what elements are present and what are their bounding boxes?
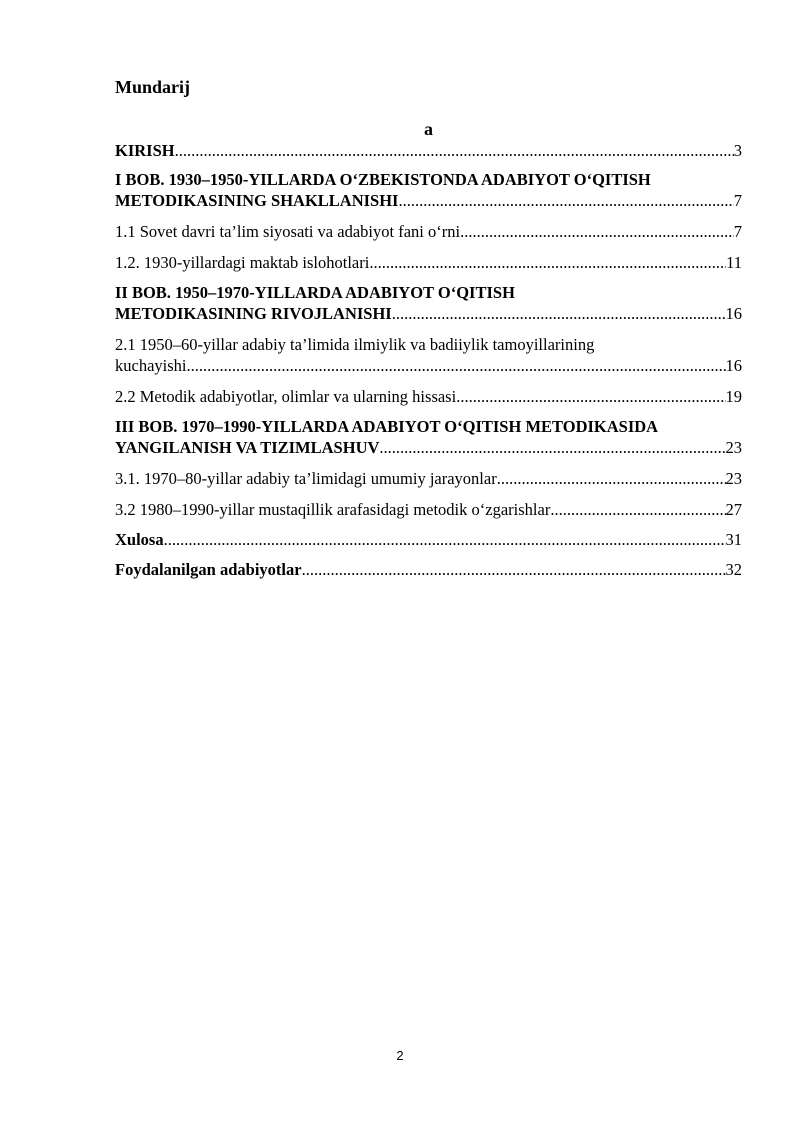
dot-leader [187,355,726,376]
toc-heading: Mundarij [115,77,191,97]
toc-entry-page: 23 [725,438,742,457]
toc-entry-page: 16 [725,304,742,323]
dot-leader [175,140,734,161]
toc-entry-references[interactable] [115,559,742,580]
toc-entry-title-line1: I BOB. 1930–1950-YILLARDA O‘ZBEKISTONDA ADABIYOT O‘QITISH [115,170,651,189]
dot-leader [379,437,725,458]
toc-entry-title: KIRISH [115,141,175,160]
toc-entry-title: METODIKASINING SHAKLLANISHI [115,191,399,210]
toc-entry-section-3-1[interactable] [115,468,742,489]
dot-leader [392,303,726,324]
toc-entry-title-line1: III BOB. 1970–1990-YILLARDA ADABIYOT O‘QITISH METODIKASIDA [115,417,659,436]
toc-entry-chapter-1[interactable] [115,169,742,211]
dot-leader [456,386,725,407]
dot-leader [550,499,725,520]
toc-entry-section-1-1[interactable] [115,221,742,242]
toc-entry-section-2-2[interactable] [115,386,742,407]
dot-leader [460,221,734,242]
toc-entry-title: 3.2 1980–1990-yillar mustaqillik arafasidagi metodik o‘zgarishlar [115,500,551,519]
toc-entry-title: METODIKASINING RIVOJLANISHI [115,304,392,323]
toc-entry-title: Xulosa [115,530,164,549]
dot-leader [164,529,726,550]
toc-entry-chapter-3[interactable] [115,416,742,458]
toc-entry-page: 31 [725,530,742,549]
toc-entry-section-1-2[interactable] [115,252,742,273]
toc-entry-page: 7 [733,222,742,241]
toc-entry-title: 1.2. 1930-yillardagi maktab islohotlari [115,253,370,272]
table-of-contents [115,140,742,580]
dot-leader [497,468,726,489]
dot-leader [369,252,726,273]
toc-entry-section-3-2[interactable] [115,499,742,520]
dot-leader [398,190,733,211]
toc-entry-page: 23 [725,469,742,488]
toc-entry-page: 32 [725,560,742,579]
toc-entry-page: 16 [725,356,742,375]
toc-entry-title-line1: II BOB. 1950–1970-YILLARDA ADABIYOT O‘QITISH [115,283,515,302]
toc-entry-title: kuchayishi [115,356,187,375]
toc-entry-conclusion[interactable] [115,529,742,550]
toc-entry-page: 19 [725,387,742,406]
toc-entry-title: 2.2 Metodik adabiyotlar, olimlar va ularning hissasi [115,387,457,406]
toc-entry-title: 3.1. 1970–80-yillar adabiy ta’limidagi umumiy jarayonlar [115,469,497,488]
page-number: 2 [396,1048,404,1063]
toc-entry-page: 3 [733,141,742,160]
toc-entry-title: YANGILANISH VA TIZIMLASHUV [115,438,380,457]
toc-entry-kirish[interactable] [115,140,742,161]
toc-entry-title: 1.1 Sovet davri ta’lim siyosati va adabiyot fani o‘rni [115,222,461,241]
dot-leader [302,559,726,580]
toc-entry-page: 11 [726,253,742,272]
toc-entry-title-line1: 2.1 1950–60-yillar adabiy ta’limida ilmiylik va badiiylik tamoyillarining [115,335,595,354]
toc-entry-title: Foydalanilgan adabiyotlar [115,560,302,579]
toc-entry-chapter-2[interactable] [115,282,742,324]
toc-entry-page: 27 [725,500,742,519]
toc-entry-section-2-1[interactable] [115,334,742,376]
toc-entry-page: 7 [733,191,742,210]
toc-heading-continuation: a [424,119,433,139]
